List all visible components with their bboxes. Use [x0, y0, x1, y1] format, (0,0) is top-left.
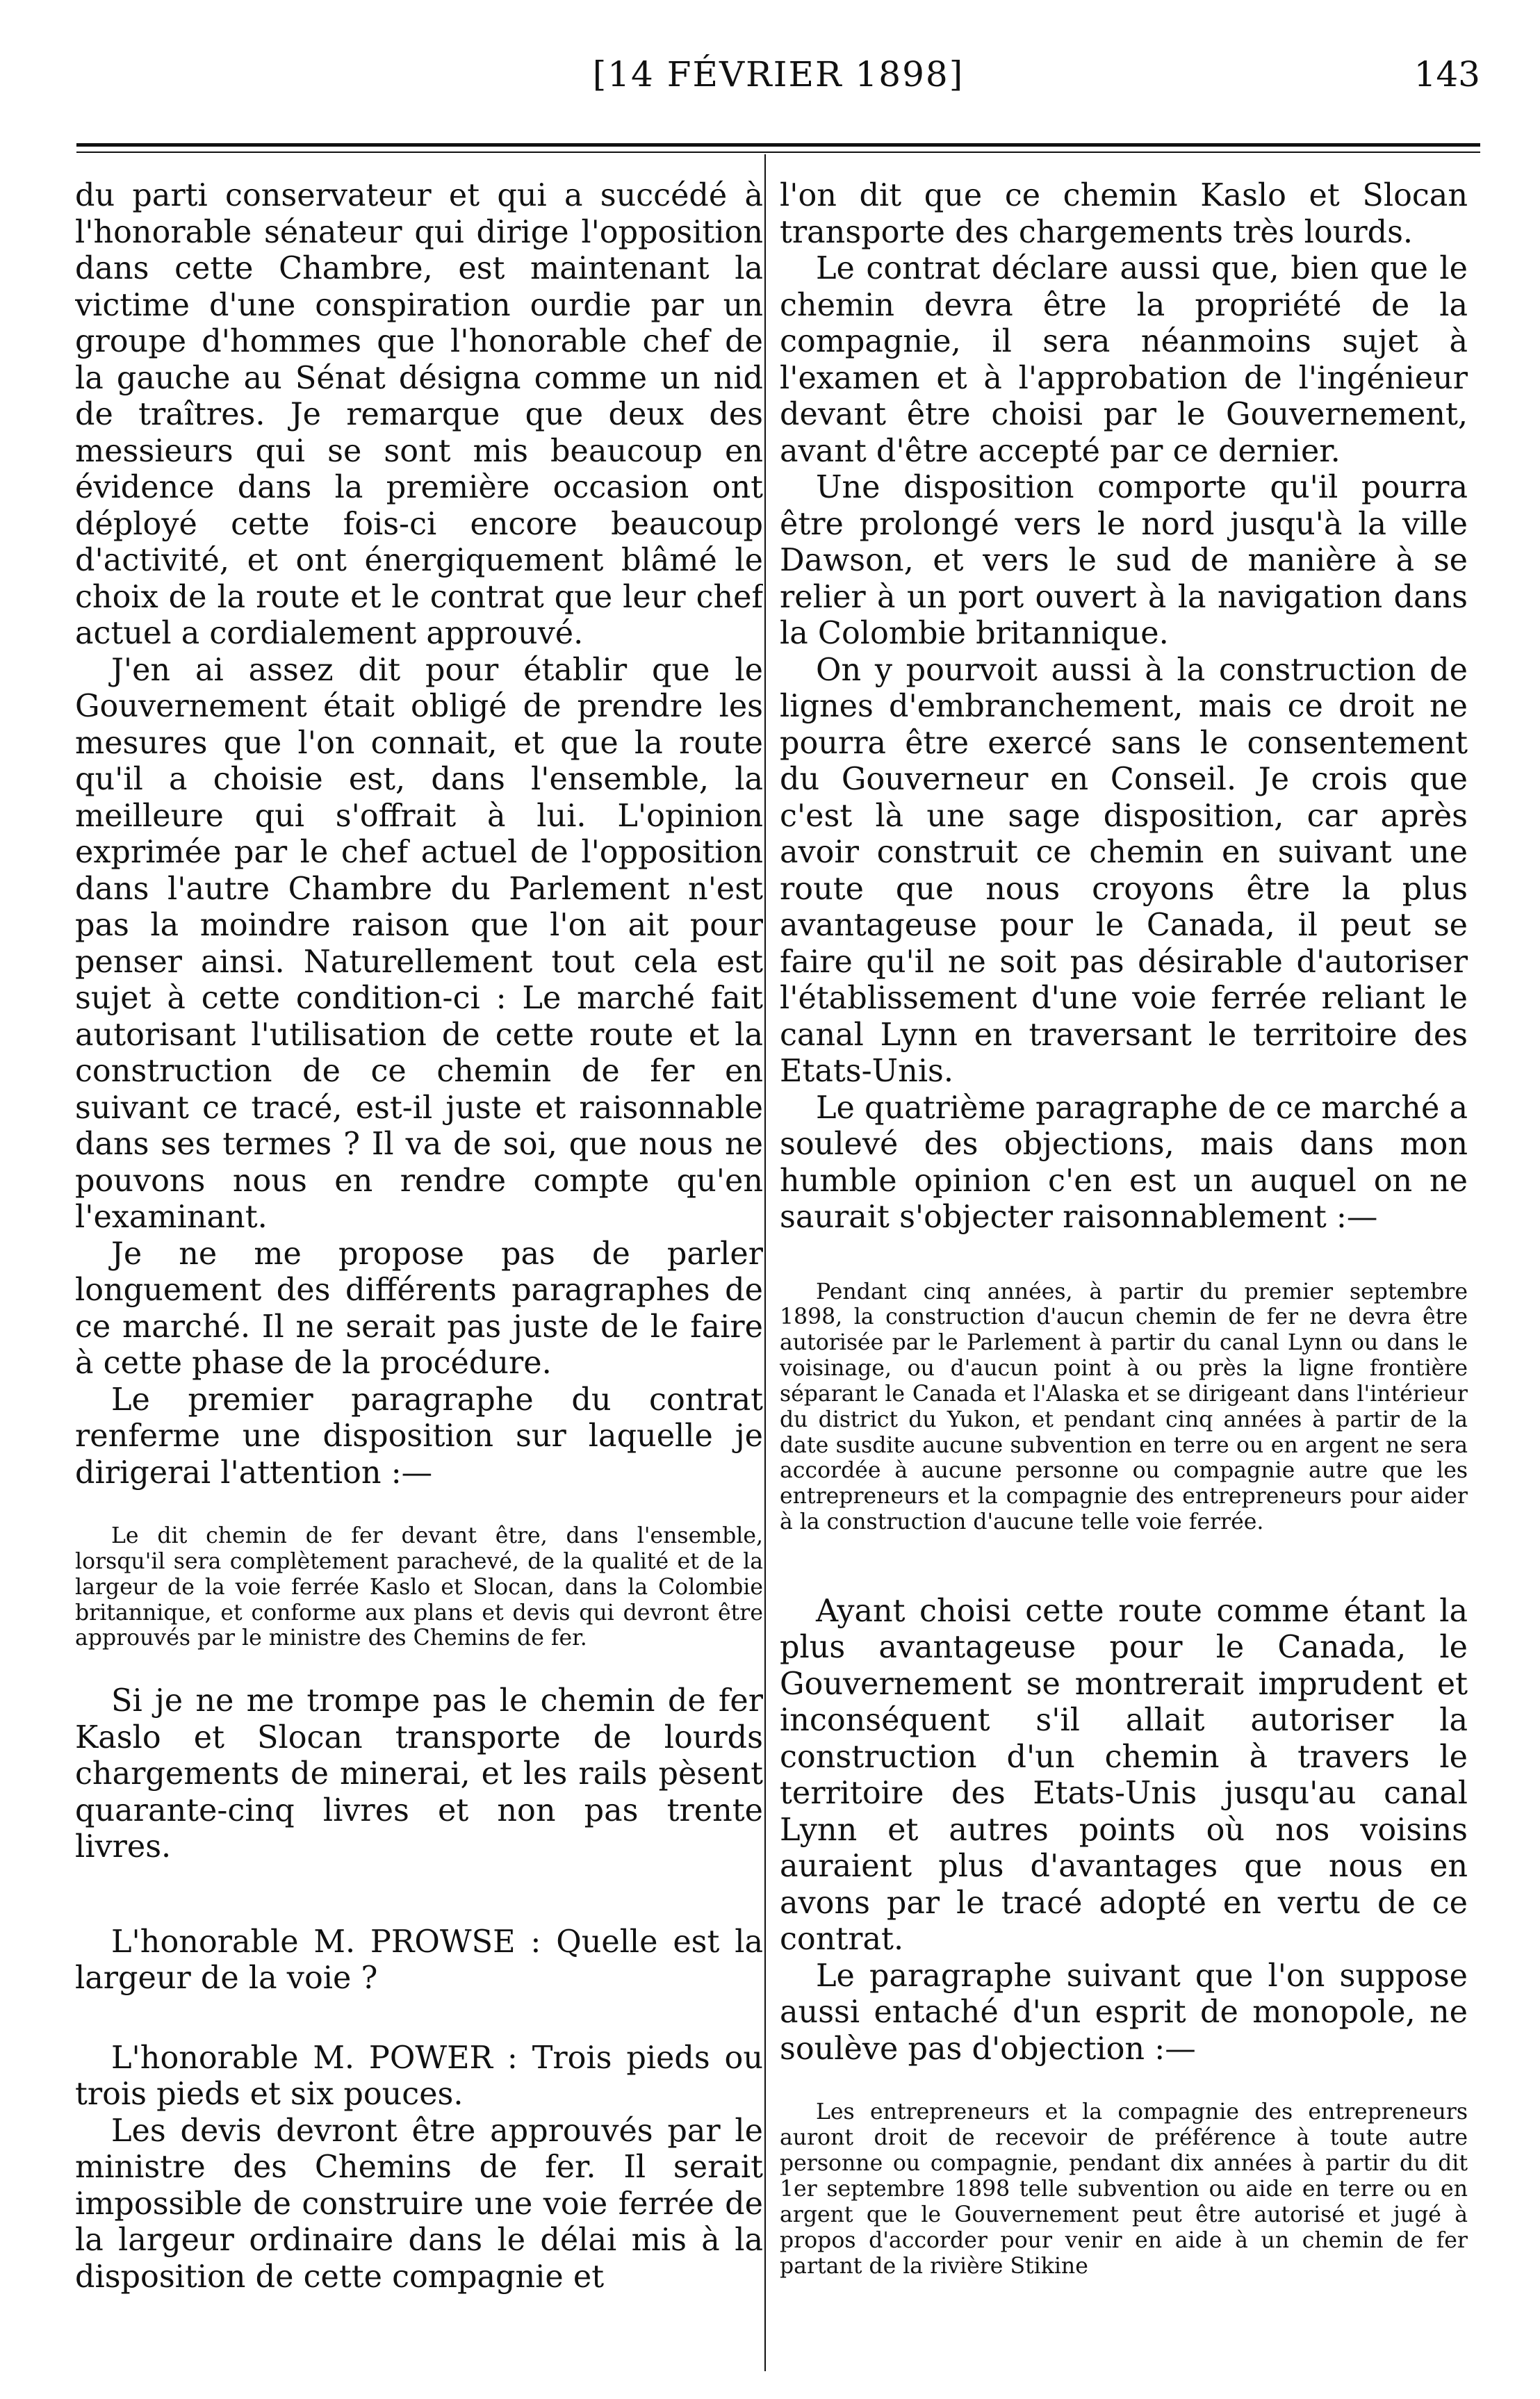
header-rule-thin: [76, 152, 1480, 153]
column-divider: [764, 154, 766, 2371]
left-paragraph-5: Si je ne me trompe pas le chemin de fer Kaslo et Slocan transporte de lourds chargements de minerai, et les rails pèsent quarante-cinq livres et non pas trente livres.: [75, 1683, 763, 1865]
right-paragraph-4: On y pourvoit aussi à la construction de lignes d'embranchement, mais ce droit ne pourra être exercé sans le consentement du Gouverneur en Conseil. Je crois que c'est là une sage disposition, car après avoir construit ce chemin en suivant une route que nous croyons être la plus avantageuse pour le Canada, il peut se faire qu'il ne soit pas désirable d'autoriser l'établissement d'une voie ferrée reliant le canal Lynn en traversant le territoire des Etats-Unis.: [780, 652, 1468, 1089]
right-paragraph-3: Une disposition comporte qu'il pourra être prolongé vers le nord jusqu'à la ville Dawson, et vers le sud de manière à se relier à un port ouvert à la navigation dans la Colombie britannique.: [780, 470, 1468, 651]
header-rule-thick: [76, 143, 1480, 147]
page-header: [76, 54, 1480, 110]
spacer: [75, 1491, 763, 1523]
right-column: [780, 178, 1468, 2381]
spacer: [75, 1866, 763, 1924]
speaker-prowse: L'honorable M. PROWSE : Quelle est la largeur de la voie ?: [75, 1924, 763, 1997]
left-column: [75, 178, 763, 2381]
left-paragraph-4: Le premier paragraphe du contrat renferme une disposition sur laquelle je dirigerai l'attention :—: [75, 1382, 763, 1491]
spacer: [75, 1651, 763, 1683]
right-paragraph-7: Le paragraphe suivant que l'on suppose aussi entaché d'un esprit de monopole, ne soulève pas d'objection :—: [780, 1958, 1468, 2067]
spacer: [780, 1535, 1468, 1594]
page-number: 143: [1414, 54, 1480, 95]
left-paragraph-8: Les devis devront être approuvés par le ministre des Chemins de fer. Il serait impossible de construire une voie ferrée de la largeur ordinaire dans le délai mis à la disposition de cette compagnie et: [75, 2113, 763, 2295]
spacer: [780, 2068, 1468, 2099]
left-quote-1: Le dit chemin de fer devant être, dans l'ensemble, lorsqu'il sera complètement parachevé, de la qualité et de la largeur de la voie ferrée Kaslo et Slocan, dans la Colombie britannique, et conforme aux plans et devis qui devront être approuvés par le ministre des Chemins de fer.: [75, 1523, 763, 1651]
left-paragraph-2: J'en ai assez dit pour établir que le Gouvernement était obligé de prendre les mesures que l'on connait, et que la route qu'il a choisie est, dans l'ensemble, la meilleure qui s'offrait à lui. L'opinion exprimée par le chef actuel de l'opposition dans l'autre Chambre du Parlement n'est pas la moindre raison que l'on ait pour penser ainsi. Naturellement tout cela est sujet à cette condition-ci : Le marché fait autorisant l'utilisation de cette route et la construction de ce chemin de fer en suivant ce tracé, est-il juste et raisonnable dans ses termes ? Il va de soi, que nous ne pouvons nous en rendre compte qu'en l'examinant.: [75, 652, 763, 1235]
right-quote-2: Les entrepreneurs et la compagnie des entrepreneurs auront droit de recevoir de préférence à toute autre personne ou compagnie, pendant dix années à partir du dit 1er septembre 1898 telle subvention ou aide en terre ou en argent que le Gouvernement peut être autorisé et jugé à propos d'accorder pour venir en aide à un chemin de fer partant de la rivière Stikine: [780, 2099, 1468, 2279]
left-paragraph-1: du parti conservateur et qui a succédé à l'honorable sénateur qui dirige l'opposition dans cette Chambre, est maintenant la victime d'une conspiration ourdie par un groupe d'hommes que l'honorable chef de la gauche au Sénat désigna comme un nid de traîtres. Je remarque que deux des messieurs qui se sont mis beaucoup en évidence dans la première occasion ont déployé cette fois-ci encore beaucoup d'activité, et ont énergiquement blâmé le choix de la route et le contrat que leur chef actuel a cordialement approuvé.: [75, 178, 763, 651]
right-paragraph-2: Le contrat déclare aussi que, bien que le chemin devra être la propriété de la compagnie, il sera néanmoins sujet à l'examen et à l'approbation de l'ingénieur devant être choisi par le Gouvernement, avant d'être accepté par ce dernier.: [780, 251, 1468, 469]
right-quote-1: Pendant cinq années, à partir du premier septembre 1898, la construction d'aucun chemin de fer ne devra être autorisée par le Parlement à partir du canal Lynn ou dans le voisinage, ou d'aucun point à ou près la ligne frontière séparant le Canada et l'Alaska et se dirigeant dans l'intérieur du district du Yukon, et pendant cinq années à partir de la date susdite aucune subvention en terre ou en argent ne sera accordée à aucune personne ou compagnie autre que les entrepreneurs et la compagnie des entrepreneurs pour aider à la construction d'aucune telle voie ferrée.: [780, 1279, 1468, 1535]
left-paragraph-3: Je ne me propose pas de parler longuement des différents paragraphes de ce marché. Il ne serait pas juste de le faire à cette phase de la procédure.: [75, 1236, 763, 1381]
right-paragraph-6: Ayant choisi cette route comme étant la plus avantageuse pour le Canada, le Gouvernement se montrerait imprudent et inconséquent s'il allait autoriser la construction d'un chemin à travers le territoire des Etats-Unis jusqu'au canal Lynn et autres points où nos voisins auraient plus d'avantages que nous en avons par le tracé adopté en vertu de ce contrat.: [780, 1593, 1468, 1958]
running-title: [14 FÉVRIER 1898]: [592, 54, 965, 95]
speaker-power: L'honorable M. POWER : Trois pieds ou trois pieds et six pouces.: [75, 2040, 763, 2113]
spacer: [780, 1236, 1468, 1279]
right-paragraph-5: Le quatrième paragraphe de ce marché a soulevé des objections, mais dans mon humble opinion c'en est un auquel on ne saurait s'objecter raisonnablement :—: [780, 1090, 1468, 1235]
spacer: [75, 1997, 763, 2040]
right-paragraph-1: l'on dit que ce chemin Kaslo et Slocan transporte des chargements très lourds.: [780, 178, 1468, 250]
